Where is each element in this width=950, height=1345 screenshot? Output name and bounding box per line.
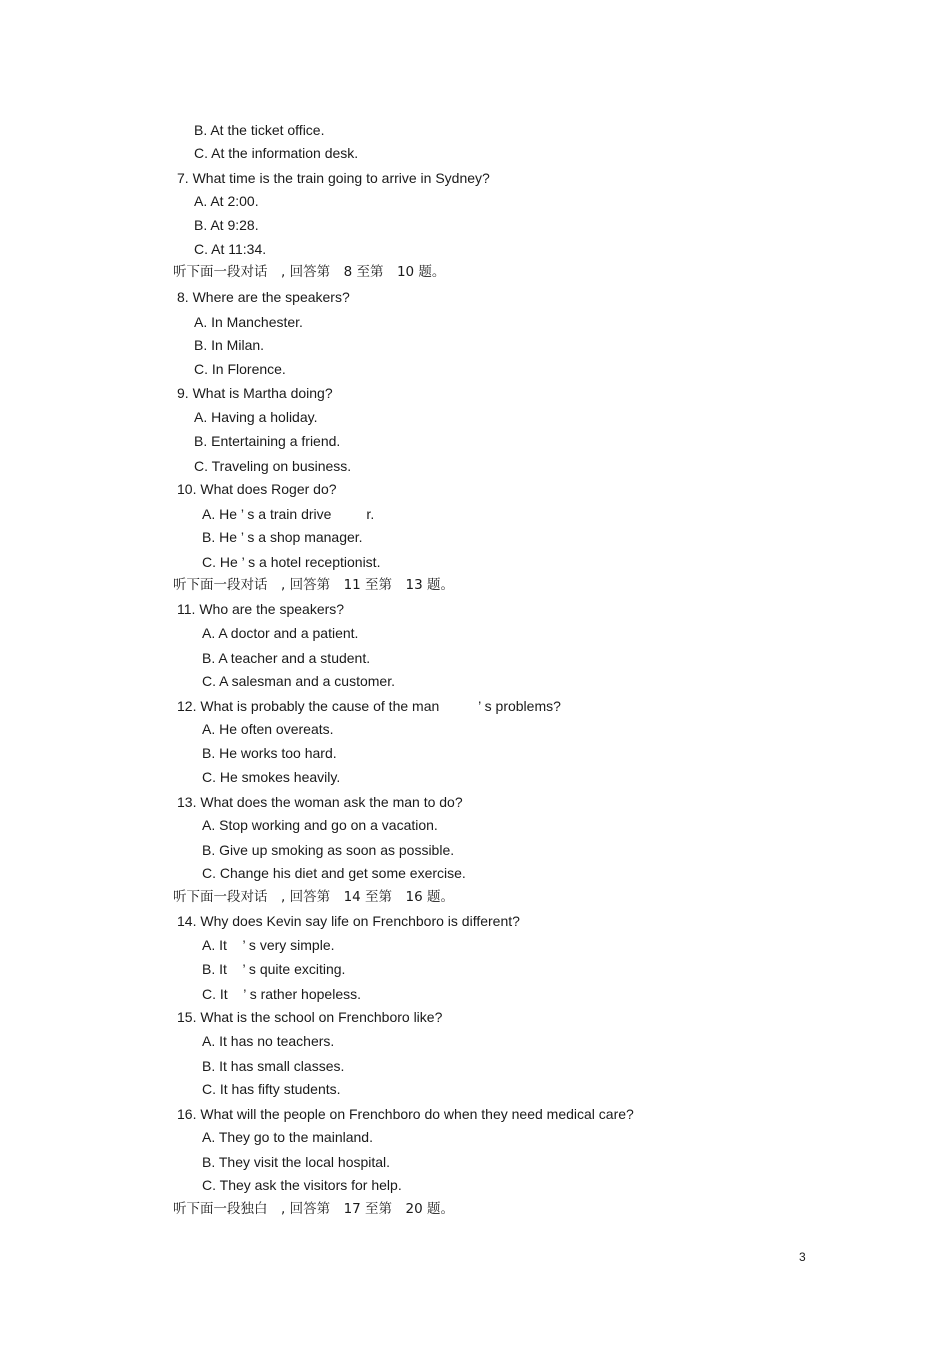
- section-instruction: 听下面一段对话 , 回答第 8 至第 10 题。: [173, 264, 446, 280]
- question-text: 8. Where are the speakers?: [177, 289, 350, 305]
- answer-option: C. A salesman and a customer.: [202, 673, 395, 689]
- answer-option: B. In Milan.: [194, 337, 265, 353]
- question-text: 10. What does Roger do?: [177, 481, 337, 497]
- answer-option: B. They visit the local hospital.: [202, 1154, 391, 1170]
- answer-option: B. It has small classes.: [202, 1058, 345, 1074]
- section-instruction: 听下面一段对话 , 回答第 11 至第 13 题。: [173, 577, 455, 593]
- page-number: 3: [799, 1250, 806, 1264]
- answer-option: C. It has fifty students.: [202, 1081, 341, 1097]
- question-text: 15. What is the school on Frenchboro like?: [177, 1009, 443, 1025]
- answer-option: B. It ’ s quite exciting.: [202, 961, 346, 977]
- question-text: 14. Why does Kevin say life on Frenchboro is different?: [177, 913, 520, 929]
- question-text: 12. What is probably the cause of the man ’ s problems?: [177, 698, 561, 714]
- answer-option: B. Give up smoking as soon as possible.: [202, 842, 455, 858]
- question-text: 7. What time is the train going to arrive in Sydney?: [177, 170, 490, 186]
- answer-option: B. Entertaining a friend.: [194, 433, 341, 449]
- answer-option: C. Traveling on business.: [194, 458, 352, 474]
- answer-option: C. They ask the visitors for help.: [202, 1177, 402, 1193]
- answer-option: C. He ’ s a hotel receptionist.: [202, 554, 381, 570]
- answer-option: A. Stop working and go on a vacation.: [202, 817, 438, 833]
- section-instruction: 听下面一段独白 , 回答第 17 至第 20 题。: [173, 1201, 455, 1217]
- answer-option: A. In Manchester.: [194, 314, 303, 330]
- question-text: 16. What will the people on Frenchboro do when they need medical care?: [177, 1106, 634, 1122]
- answer-option: A. They go to the mainland.: [202, 1129, 373, 1145]
- answer-option: A. It ’ s very simple.: [202, 937, 335, 953]
- answer-option: A. A doctor and a patient.: [202, 625, 359, 641]
- question-text: 13. What does the woman ask the man to do?: [177, 794, 463, 810]
- answer-option: B. He ’ s a shop manager.: [202, 529, 363, 545]
- answer-option: C. At the information desk.: [194, 145, 359, 161]
- answer-option: A. Having a holiday.: [194, 409, 318, 425]
- answer-option: B. At 9:28.: [194, 217, 259, 233]
- answer-option: B. At the ticket office.: [194, 122, 325, 138]
- question-text: 9. What is Martha doing?: [177, 385, 333, 401]
- answer-option: A. He often overeats.: [202, 721, 334, 737]
- answer-option: C. At 11:34.: [194, 241, 267, 257]
- answer-option: C. In Florence.: [194, 361, 286, 377]
- answer-option: A. He ’ s a train drive r.: [202, 506, 375, 522]
- answer-option: B. A teacher and a student.: [202, 650, 371, 666]
- answer-option: A. At 2:00.: [194, 193, 259, 209]
- answer-option: C. He smokes heavily.: [202, 769, 341, 785]
- answer-option: B. He works too hard.: [202, 745, 337, 761]
- answer-option: C. It ’ s rather hopeless.: [202, 986, 361, 1002]
- answer-option: A. It has no teachers.: [202, 1033, 335, 1049]
- answer-option: C. Change his diet and get some exercise.: [202, 865, 466, 881]
- question-text: 11. Who are the speakers?: [177, 601, 345, 617]
- section-instruction: 听下面一段对话 , 回答第 14 至第 16 题。: [173, 889, 455, 905]
